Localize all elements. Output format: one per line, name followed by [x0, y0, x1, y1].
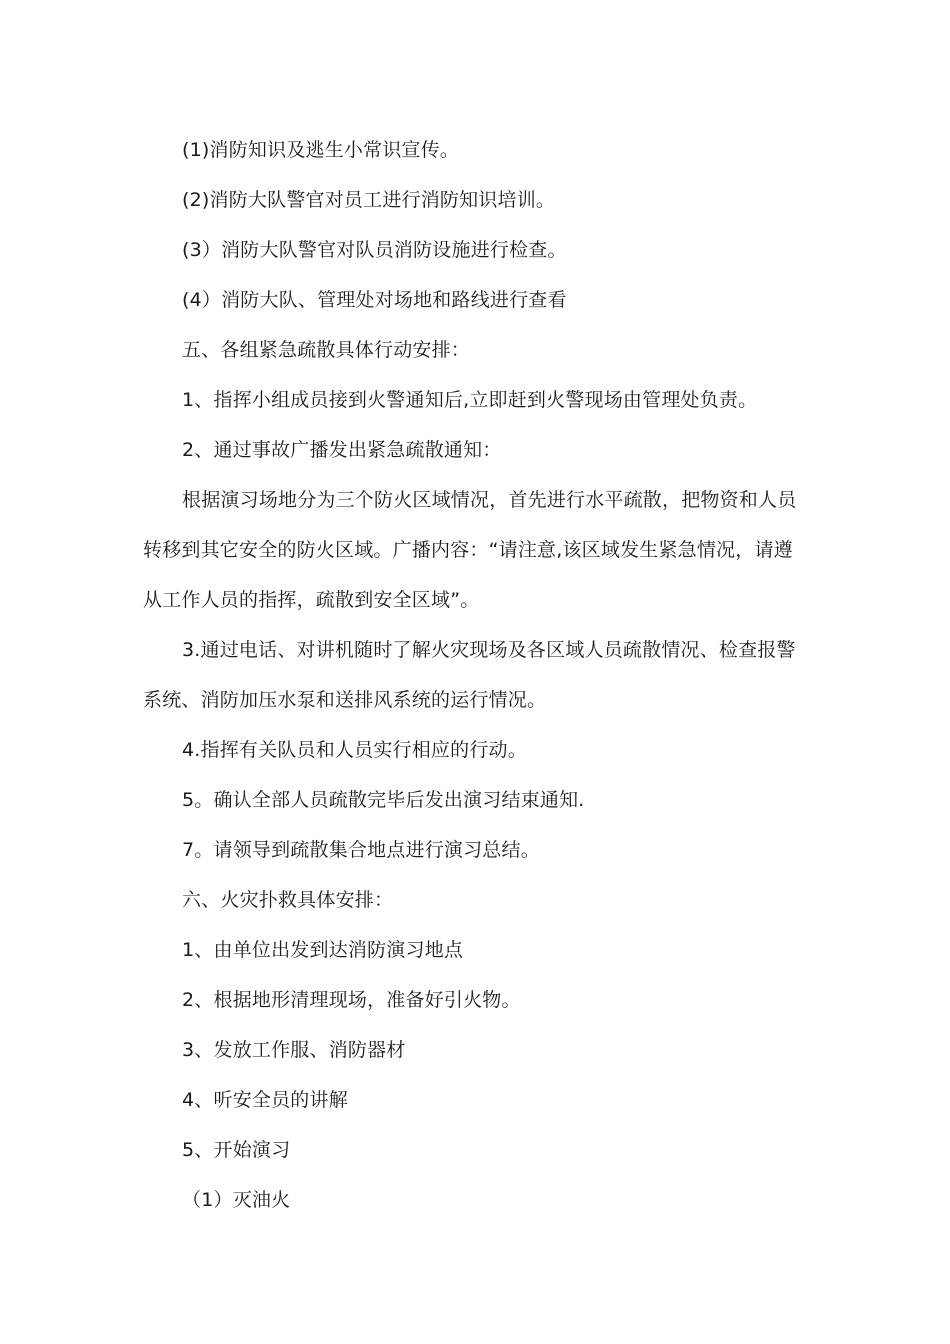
- text-line: 5、开始演习: [182, 1139, 291, 1161]
- text-line: 2、根据地形清理现场，准备好引火物。: [182, 989, 521, 1011]
- paragraph-line: 系统、消防加压水泵和送排风系统的运行情况。: [143, 689, 547, 711]
- paragraph-line: 转移到其它安全的防火区域。广播内容：“请注意,该区域发生紧急情况，请遵: [143, 539, 793, 561]
- section-heading: 六、火灾扑救具体安排：: [182, 889, 394, 911]
- section-heading: 五、各组紧急疏散具体行动安排：: [182, 339, 471, 361]
- text-line: (2)消防大队警官对员工进行消防知识培训。: [182, 189, 556, 211]
- paragraph-line: 3.通过电话、对讲机随时了解火灾现场及各区域人员疏散情况、检查报警: [182, 639, 796, 661]
- text-line: 1、由单位出发到达消防演习地点: [182, 939, 464, 961]
- text-line: 4、听安全员的讲解: [182, 1089, 348, 1111]
- text-line: 5。确认全部人员疏散完毕后发出演习结束通知.: [182, 789, 585, 811]
- text-line: (3）消防大队警官对队员消防设施进行检查。: [182, 239, 567, 261]
- text-line: 7。请领导到疏散集合地点进行演习总结。: [182, 839, 540, 861]
- text-line: 3、发放工作服、消防器材: [182, 1039, 406, 1061]
- paragraph-line: 从工作人员的指挥，疏散到安全区域”。: [143, 589, 480, 611]
- text-line: (4）消防大队、管理处对场地和路线进行查看: [182, 289, 567, 311]
- text-line: 1、指挥小组成员接到火警通知后,立即赶到火警现场由管理处负责。: [182, 389, 758, 411]
- paragraph-line: 根据演习场地分为三个防火区域情况，首先进行水平疏散，把物资和人员: [182, 489, 797, 511]
- text-line: 2、通过事故广播发出紧急疏散通知：: [182, 439, 502, 461]
- text-line: (1)消防知识及逃生小常识宣传。: [182, 139, 460, 161]
- text-line: 4.指挥有关队员和人员实行相应的行动。: [182, 739, 527, 761]
- text-line: （1）灭油火: [182, 1189, 291, 1211]
